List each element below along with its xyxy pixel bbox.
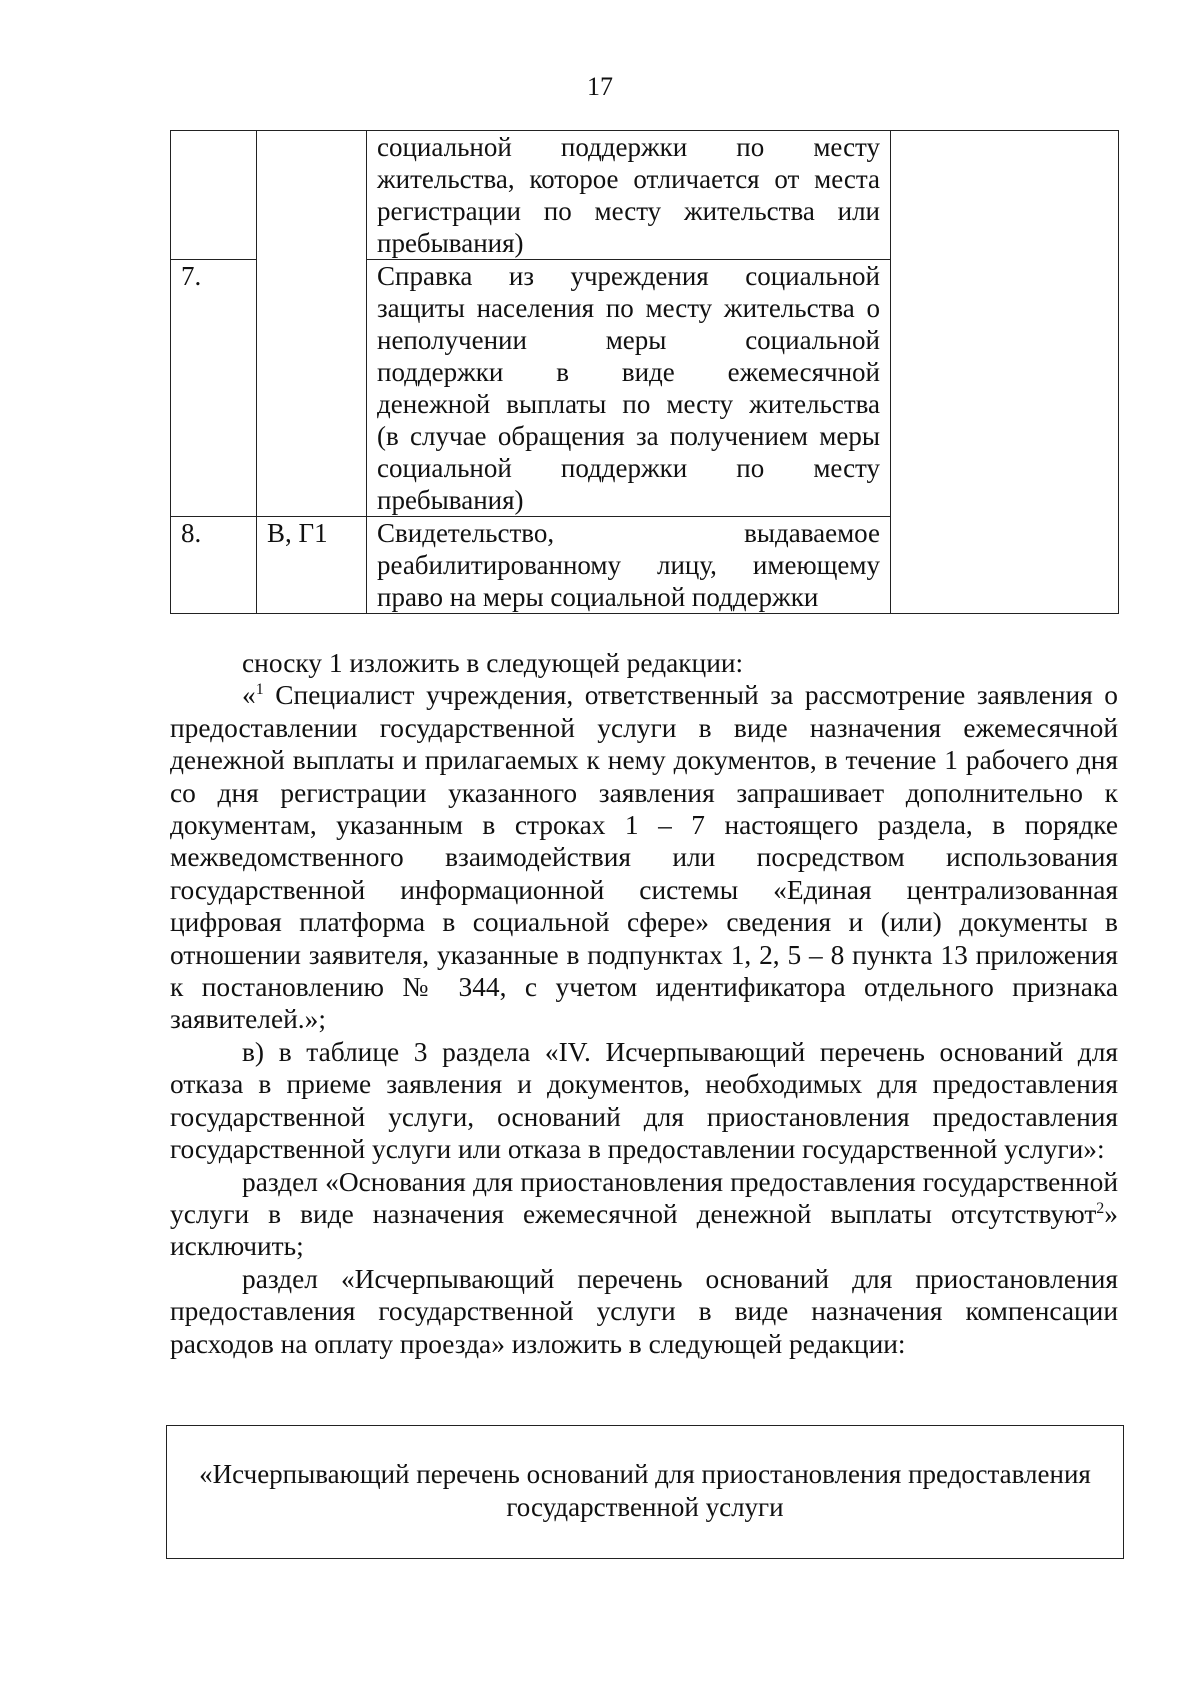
section-title-line: «Исчерпывающий перечень оснований для приостановления предоставления bbox=[199, 1459, 1091, 1489]
row-code: В, Г1 bbox=[257, 517, 367, 614]
quote-open: « bbox=[242, 680, 256, 711]
page-number: 17 bbox=[587, 72, 613, 101]
description-line: Справка из учреждения социальной bbox=[377, 261, 880, 291]
paragraph-new-section: раздел «Исчерпывающий перечень оснований для приостановления предоставления государственной услуги в виде назначения компенсации расходов на оплату проезда» изложить в следующей редакции: bbox=[170, 1263, 1118, 1359]
paragraph-footnote-text bbox=[170, 679, 1118, 1035]
row-code bbox=[257, 131, 367, 260]
description-line: социальной поддержки по месту bbox=[377, 132, 880, 162]
description-line: жительства, которое отличается от места bbox=[377, 164, 880, 194]
row-code bbox=[257, 260, 367, 517]
description-line: денежной выплаты по месту жительства bbox=[377, 389, 880, 419]
footnote-marker: 2 bbox=[1096, 1199, 1105, 1217]
description-line: регистрации по месту жительства или bbox=[377, 196, 880, 226]
description-line: защиты населения по месту жительства о bbox=[377, 293, 880, 323]
row-description bbox=[367, 260, 891, 517]
description-line: пребывания) bbox=[377, 228, 524, 258]
paragraph-table3: в) в таблице 3 раздела «IV. Исчерпывающий перечень оснований для отказа в приеме заявления и документов, необходимых для предоставления государственной услуги, оснований для приостановления предоставления государственной услуги или отказа в предоставлении государственной услуги»: bbox=[170, 1036, 1118, 1165]
exclude-section-text: раздел «Основания для приостановления предоставления государственной услуги в виде назначения ежемесячной денежной выплаты отсутствуют bbox=[170, 1166, 1118, 1229]
row-note bbox=[891, 131, 1119, 614]
documents-table bbox=[170, 130, 1119, 614]
row-number: 8. bbox=[171, 517, 257, 614]
paragraph-exclude-section bbox=[170, 1166, 1118, 1263]
paragraph-footnote-intro: сноску 1 изложить в следующей редакции: bbox=[242, 648, 744, 678]
footnote-body: Специалист учреждения, ответственный за рассмотрение заявления о предоставлении государственной услуги в виде назначения ежемесячной денежной выплаты и прилагаемых к нему документов, в течение 1 рабочего дня со дня регистрации указанного заявления запрашивает дополнительно к документам, указанным в строках 1 – 7 настоящего раздела, в порядке межведомственного взаимодействия или посредством использования государственной информационной системы «Единая централизованная цифровая платформа в социальной сфере» сведения и (или) документы в отношении заявителя, указанные в подпунктах 1, 2, 5 – 8 пункта 13 приложения к постановлению № 344, с учетом идентификатора отдельного признака заявителей.»; bbox=[170, 680, 1118, 1035]
exclude-section-end: » исключить; bbox=[170, 1198, 1118, 1262]
description-line: неполучении меры социальной bbox=[377, 325, 880, 355]
description-line: (в случае обращения за получением меры bbox=[377, 421, 880, 451]
row-description bbox=[367, 517, 891, 614]
body-text bbox=[170, 647, 1118, 1360]
description-line: право на меры социальной поддержки bbox=[377, 582, 819, 612]
description-line: Свидетельство, выдаваемое bbox=[377, 518, 880, 548]
section-title-box bbox=[166, 1425, 1124, 1559]
table-row bbox=[171, 131, 1119, 260]
row-number bbox=[171, 131, 257, 260]
description-line: поддержки в виде ежемесячной bbox=[377, 357, 880, 387]
section-title-line: государственной услуги bbox=[506, 1492, 784, 1522]
description-line: пребывания) bbox=[377, 485, 524, 515]
row-number: 7. bbox=[171, 260, 257, 517]
row-description bbox=[367, 131, 891, 260]
description-line: реабилитированному лицу, имеющему bbox=[377, 550, 880, 580]
footnote-marker: 1 bbox=[255, 681, 264, 699]
description-line: социальной поддержки по месту bbox=[377, 453, 880, 483]
